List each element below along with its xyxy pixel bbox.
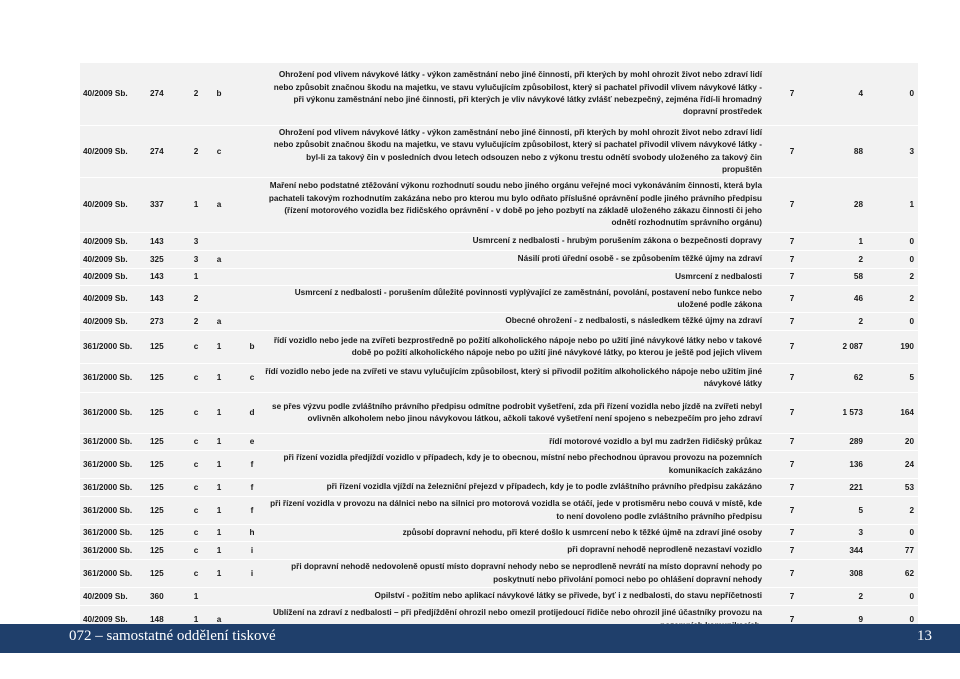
subsection-cell: c bbox=[193, 545, 199, 555]
description-cell bbox=[265, 434, 762, 450]
letter-cell: 1 bbox=[216, 407, 222, 417]
letter-cell: 1 bbox=[216, 568, 222, 578]
count-col-3: 0 bbox=[909, 591, 914, 601]
paragraph-cell: 143 bbox=[150, 271, 164, 281]
paragraph-cell: 274 bbox=[150, 88, 164, 98]
count-col-3: 20 bbox=[904, 436, 914, 446]
subsection-cell: c bbox=[193, 568, 199, 578]
paragraph-cell: 125 bbox=[150, 407, 164, 417]
paragraph-cell: 125 bbox=[150, 545, 164, 555]
count-col-2: 28 bbox=[853, 199, 863, 209]
count-col-2: 88 bbox=[853, 146, 863, 156]
count-col-2: 2 087 bbox=[842, 341, 863, 351]
count-col-1: 7 bbox=[789, 505, 795, 515]
law-cell: 40/2009 Sb. bbox=[83, 316, 128, 326]
letter-cell: 1 bbox=[216, 505, 222, 515]
footer-department: 072 – samostatné oddělení tiskové bbox=[69, 628, 276, 644]
description-cell bbox=[265, 560, 762, 587]
letter-cell: 1 bbox=[216, 372, 222, 382]
count-col-2: 136 bbox=[849, 459, 863, 469]
count-col-1: 7 bbox=[789, 199, 795, 209]
description-cell bbox=[265, 542, 762, 559]
table-row bbox=[80, 497, 918, 525]
data-table bbox=[80, 63, 918, 634]
letter-cell: 1 bbox=[216, 341, 222, 351]
count-col-1: 7 bbox=[789, 436, 795, 446]
subsection-cell: 3 bbox=[193, 236, 199, 246]
sub-letter-cell: h bbox=[249, 527, 255, 537]
subsection-cell: c bbox=[193, 459, 199, 469]
paragraph-cell: 273 bbox=[150, 316, 164, 326]
paragraph-cell: 125 bbox=[150, 505, 164, 515]
count-col-2: 1 573 bbox=[842, 407, 863, 417]
subsection-cell: c bbox=[193, 527, 199, 537]
paragraph-cell: 125 bbox=[150, 482, 164, 492]
table-row bbox=[80, 434, 918, 451]
paragraph-cell: 125 bbox=[150, 459, 164, 469]
subsection-cell: c bbox=[193, 505, 199, 515]
description-text: Ohrožení pod vlivem návykové látky - výkon zaměstnání nebo jiné činnosti, při kterých by mohl ohrozit život nebo zdraví lidí nebo způsobit značnou škodu na majetku, ve stavu vylučujícím způsobilost, který si pachatel přivodil vlivem návykové látky - při výkonu zaměstnání nebo jiné činnosti, při kterých je vliv návykové látky zvlášť nebezpečný, zejména řídí-li hromadný dopravní prostředek bbox=[273, 70, 762, 117]
sub-letter-cell: f bbox=[250, 459, 254, 469]
paragraph-cell: 125 bbox=[150, 527, 164, 537]
description-cell bbox=[265, 233, 762, 250]
sub-letter-cell: i bbox=[250, 568, 254, 578]
count-col-1: 7 bbox=[789, 146, 795, 156]
count-col-1: 7 bbox=[789, 407, 795, 417]
sub-letter-cell: d bbox=[249, 407, 255, 417]
law-cell: 40/2009 Sb. bbox=[83, 614, 128, 624]
description-text: při řízení vozidla v provozu na dálnici nebo na silnici pro motorová vozidla se otáčí, jede v protisměru nebo couvá v místě, kde to není dovoleno podle zvláštního právního předpisu bbox=[270, 499, 762, 521]
law-cell: 361/2000 Sb. bbox=[83, 482, 133, 492]
description-text: Opilství - požitím nebo aplikací návykové látky se přivede, byť i z nedbalosti, do stavu nepříčetnosti bbox=[374, 591, 762, 601]
description-cell bbox=[265, 393, 762, 433]
count-col-3: 2 bbox=[909, 505, 914, 515]
count-col-2: 62 bbox=[853, 372, 863, 382]
law-cell: 40/2009 Sb. bbox=[83, 591, 128, 601]
count-col-3: 0 bbox=[909, 614, 914, 624]
paragraph-cell: 125 bbox=[150, 372, 164, 382]
letter-cell: a bbox=[216, 254, 222, 264]
subsection-cell: c bbox=[193, 482, 199, 492]
description-text: Ublížení na zdraví z nedbalosti – při předjíždění ohrozil nebo omezil protijedoucí řidiče nebo ohrozil jiné účastníky provozu na bbox=[272, 608, 762, 618]
description-text: Usmrcení z nedbalosti bbox=[675, 271, 762, 281]
description-cell bbox=[265, 497, 762, 524]
subsection-cell: 1 bbox=[193, 614, 199, 624]
table-row bbox=[80, 588, 918, 606]
count-col-3: 0 bbox=[909, 316, 914, 326]
count-col-1: 7 bbox=[789, 271, 795, 281]
count-col-2: 5 bbox=[858, 505, 863, 515]
description-text: při dopravní nehodě nedovoleně opustí místo dopravní nehody nebo se neprodleně nevrátí na místo dopravní nehody po poskytnutí nebo přivolání pomoci nebo po ohlášení dopravní nehody bbox=[291, 562, 762, 584]
letter-cell: a bbox=[216, 614, 222, 624]
description-cell bbox=[265, 251, 762, 268]
count-col-2: 2 bbox=[858, 254, 863, 264]
description-text: řídí vozidlo nebo jede na zvířeti bezprostředně po požití alkoholického nápoje nebo po užití jiné návykové látky nebo v takové době po požití alkoholického nápoje nebo po užití jiné návykové látky, po kterou je ještě pod jejich vlivem bbox=[273, 335, 762, 357]
count-col-3: 77 bbox=[904, 545, 914, 555]
sub-letter-cell: f bbox=[250, 505, 254, 515]
count-col-3: 3 bbox=[909, 146, 914, 156]
table-row bbox=[80, 479, 918, 497]
paragraph-cell: 274 bbox=[150, 146, 164, 156]
table-row bbox=[80, 331, 918, 364]
description-text: Usmrcení z nedbalosti - hrubým porušením zákona o bezpečnosti dopravy bbox=[472, 236, 762, 246]
count-col-3: 24 bbox=[904, 459, 914, 469]
law-cell: 40/2009 Sb. bbox=[83, 271, 128, 281]
description-text: řídí vozidlo nebo jede na zvířeti ve stavu vylučujícím způsobilost, který si přivodil požitím alkoholického nápoje nebo užitím jiné návykové látky bbox=[265, 366, 762, 388]
count-col-3: 62 bbox=[904, 568, 914, 578]
subsection-cell: 2 bbox=[193, 293, 199, 303]
law-cell: 40/2009 Sb. bbox=[83, 199, 128, 209]
count-col-3: 0 bbox=[909, 254, 914, 264]
subsection-cell: 3 bbox=[193, 254, 199, 264]
page-number: 13 bbox=[917, 628, 932, 644]
table-row bbox=[80, 63, 918, 126]
count-col-2: 2 bbox=[858, 591, 863, 601]
count-col-3: 1 bbox=[909, 199, 914, 209]
law-cell: 361/2000 Sb. bbox=[83, 505, 133, 515]
description-cell bbox=[265, 451, 762, 478]
law-cell: 361/2000 Sb. bbox=[83, 407, 133, 417]
subsection-cell: 2 bbox=[193, 146, 199, 156]
count-col-1: 7 bbox=[789, 591, 795, 601]
subsection-cell: c bbox=[193, 407, 199, 417]
subsection-cell: 1 bbox=[193, 271, 199, 281]
law-cell: 361/2000 Sb. bbox=[83, 459, 133, 469]
subsection-cell: 1 bbox=[193, 199, 199, 209]
subsection-cell: c bbox=[193, 372, 199, 382]
paragraph-cell: 143 bbox=[150, 236, 164, 246]
description-text: při dopravní nehodě neprodleně nezastaví vozidlo bbox=[567, 545, 762, 555]
table-row bbox=[80, 178, 918, 233]
count-col-2: 289 bbox=[849, 436, 863, 446]
letter-cell: a bbox=[216, 199, 222, 209]
table-row bbox=[80, 393, 918, 434]
count-col-2: 2 bbox=[858, 316, 863, 326]
paragraph-cell: 143 bbox=[150, 293, 164, 303]
sub-letter-cell: b bbox=[249, 341, 255, 351]
count-col-1: 7 bbox=[789, 482, 795, 492]
description-cell bbox=[265, 313, 762, 330]
bottom-strip bbox=[0, 653, 960, 679]
description-cell bbox=[265, 63, 762, 125]
law-cell: 40/2009 Sb. bbox=[83, 254, 128, 264]
sub-letter-cell: e bbox=[249, 436, 255, 446]
count-col-2: 1 bbox=[858, 236, 863, 246]
count-col-3: 0 bbox=[909, 236, 914, 246]
law-cell: 40/2009 Sb. bbox=[83, 146, 128, 156]
law-cell: 361/2000 Sb. bbox=[83, 527, 133, 537]
footer-bar bbox=[0, 624, 960, 653]
count-col-1: 7 bbox=[789, 316, 795, 326]
count-col-3: 190 bbox=[900, 341, 914, 351]
count-col-3: 5 bbox=[909, 372, 914, 382]
subsection-cell: 2 bbox=[193, 88, 199, 98]
paragraph-cell: 148 bbox=[150, 614, 164, 624]
description-cell bbox=[265, 525, 762, 541]
count-col-1: 7 bbox=[789, 545, 795, 555]
count-col-3: 2 bbox=[909, 271, 914, 281]
table-row bbox=[80, 451, 918, 479]
sub-letter-cell: c bbox=[249, 372, 255, 382]
table-row bbox=[80, 286, 918, 313]
count-col-3: 0 bbox=[909, 527, 914, 537]
count-col-2: 308 bbox=[849, 568, 863, 578]
description-text: řídí motorové vozidlo a byl mu zadržen řidičský průkaz bbox=[549, 436, 762, 446]
sub-letter-cell: f bbox=[250, 482, 254, 492]
law-cell: 40/2009 Sb. bbox=[83, 293, 128, 303]
description-text: Usmrcení z nedbalosti - porušením důležité povinnosti vyplývající ze zaměstnání, povolání, postavení nebo funkce nebo uložené podle zákona bbox=[294, 287, 762, 309]
subsection-cell: 2 bbox=[193, 316, 199, 326]
count-col-1: 7 bbox=[789, 527, 795, 537]
count-col-1: 7 bbox=[789, 88, 795, 98]
count-col-2: 4 bbox=[858, 88, 863, 98]
paragraph-cell: 360 bbox=[150, 591, 164, 601]
description-cell bbox=[265, 479, 762, 496]
description-text: Násilí proti úřední osobě - se způsobením těžké újmy na zdraví bbox=[517, 254, 762, 264]
table-row bbox=[80, 269, 918, 286]
count-col-1: 7 bbox=[789, 236, 795, 246]
letter-cell: 1 bbox=[216, 545, 222, 555]
count-col-1: 7 bbox=[789, 614, 795, 624]
count-col-3: 2 bbox=[909, 293, 914, 303]
law-cell: 361/2000 Sb. bbox=[83, 436, 133, 446]
description-text: Maření nebo podstatné ztěžování výkonu rozhodnutí soudu nebo jiného orgánu veřejné moci vykonáváním činnosti, která byla pachateli takovým rozhodnutím zakázána nebo pro kterou mu bylo odňato příslušné oprávnění podle jiného právního předpisu (řízení motorového vozidla bez řidičského oprávnění - v době po jeho pozbytí na základě uloženého zákazu činnosti či jeho odnětí rozhodnutím správního orgánu) bbox=[268, 181, 762, 228]
count-col-1: 7 bbox=[789, 254, 795, 264]
law-cell: 361/2000 Sb. bbox=[83, 568, 133, 578]
law-cell: 361/2000 Sb. bbox=[83, 372, 133, 382]
description-text: při řízení vozidla vjíždí na železniční přejezd v případech, kdy je to podle zvláštního právního předpisu zakázáno bbox=[326, 482, 762, 492]
paragraph-cell: 125 bbox=[150, 568, 164, 578]
count-col-2: 3 bbox=[858, 527, 863, 537]
count-col-1: 7 bbox=[789, 341, 795, 351]
letter-cell: b bbox=[216, 88, 222, 98]
description-cell bbox=[265, 286, 762, 312]
description-cell bbox=[265, 126, 762, 177]
letter-cell: 1 bbox=[216, 527, 222, 537]
count-col-2: 46 bbox=[853, 293, 863, 303]
count-col-2: 58 bbox=[853, 271, 863, 281]
count-col-1: 7 bbox=[789, 568, 795, 578]
description-text: způsobí dopravní nehodu, při které došlo k usmrcení nebo k těžké újmě na zdraví jiné osoby bbox=[402, 527, 762, 537]
description-cell bbox=[265, 331, 762, 363]
count-col-3: 164 bbox=[900, 407, 914, 417]
paragraph-cell: 325 bbox=[150, 254, 164, 264]
description-cell bbox=[265, 364, 762, 392]
letter-cell: 1 bbox=[216, 436, 222, 446]
letter-cell: 1 bbox=[216, 459, 222, 469]
description-text: při řízení vozidla předjíždí vozidlo v případech, kdy je to obecnou, místní nebo přechodnou úpravou provozu na pozemních komunikacích zakázáno bbox=[283, 453, 762, 475]
letter-cell: c bbox=[216, 146, 222, 156]
description-text: Obecné ohrožení - z nedbalosti, s následkem těžké újmy na zdraví bbox=[505, 316, 762, 326]
description-cell bbox=[265, 269, 762, 285]
table-row bbox=[80, 233, 918, 251]
subsection-cell: c bbox=[193, 436, 199, 446]
letter-cell: a bbox=[216, 316, 222, 326]
law-cell: 40/2009 Sb. bbox=[83, 88, 128, 98]
description-text: se přes výzvu podle zvláštního právního předpisu odmítne podrobit vyšetření, zda při řízení vozidla nebo jízdě na zvířeti nebyl ovlivněn alkoholem nebo jinou návykovou látkou, ačkoli takové vyšetření není spojeno s nebezpečím pro jeho zdraví bbox=[272, 401, 762, 423]
sub-letter-cell: i bbox=[250, 545, 254, 555]
count-col-1: 7 bbox=[789, 459, 795, 469]
count-col-2: 9 bbox=[858, 614, 863, 624]
description-cell bbox=[265, 588, 762, 605]
subsection-cell: c bbox=[193, 341, 199, 351]
description-text: Ohrožení pod vlivem návykové látky - výkon zaměstnání nebo jiné činnosti, při kterých by mohl ohrozit život nebo zdraví lidí nebo způsobit značnou škodu na majetku, ve stavu vylučujícím způsobilost, který si pachatel přivodil vlivem návykové látky - byl-li za takový čin v posledních dvou letech odsouzen nebo z výkonu trestu odnětí svobody uloženého za takový čin propuštěn bbox=[273, 127, 762, 174]
table-row bbox=[80, 542, 918, 560]
description-cell bbox=[265, 178, 762, 232]
subsection-cell: 1 bbox=[193, 591, 199, 601]
count-col-3: 0 bbox=[909, 88, 914, 98]
paragraph-cell: 125 bbox=[150, 436, 164, 446]
letter-cell: 1 bbox=[216, 482, 222, 492]
paragraph-cell: 337 bbox=[150, 199, 164, 209]
law-cell: 361/2000 Sb. bbox=[83, 545, 133, 555]
table-row bbox=[80, 251, 918, 269]
count-col-3: 53 bbox=[904, 482, 914, 492]
table-row bbox=[80, 525, 918, 542]
count-col-1: 7 bbox=[789, 372, 795, 382]
count-col-2: 221 bbox=[849, 482, 863, 492]
table-row bbox=[80, 560, 918, 588]
count-col-2: 344 bbox=[849, 545, 863, 555]
table-row bbox=[80, 126, 918, 178]
law-cell: 361/2000 Sb. bbox=[83, 341, 133, 351]
table-row bbox=[80, 364, 918, 393]
table-row bbox=[80, 313, 918, 331]
law-cell: 40/2009 Sb. bbox=[83, 236, 128, 246]
count-col-1: 7 bbox=[789, 293, 795, 303]
paragraph-cell: 125 bbox=[150, 341, 164, 351]
